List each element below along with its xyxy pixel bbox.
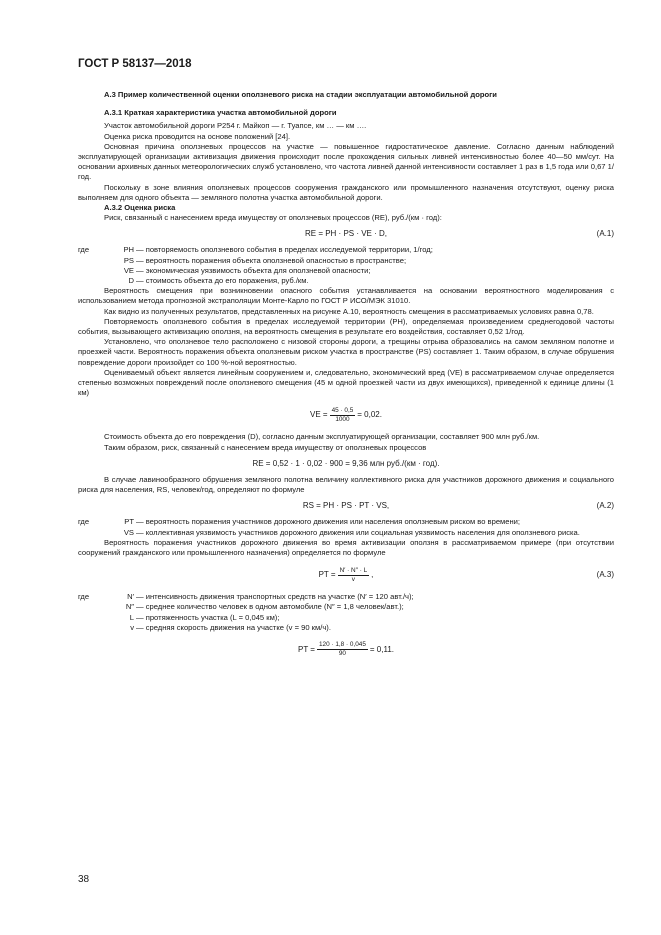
formula-a2-row	[78, 499, 614, 513]
formula-re-row	[78, 457, 614, 471]
paragraph: Установлено, что оползневое тело расположено с низовой стороны дороги, а трещины отрыва образовались на самом земляном полотне и проезжей части. Вероятность поражения объекта оползневым риском участка в пространстве (PS) составляет 1. Таким образом, в случае обрушения повреждение дороги произойдет со 100 %-ной вероятностью.	[78, 337, 614, 367]
paragraph: Основная причина оползневых процессов на участке — повышенное гидростатическое давление. Согласно данным наблюдений эксплуатирующей организации активизация движения происходит после прохождения сильных ливней интенсивностью более 40—50 мм/сут. На основании архивных данных метеорологических служб установлено, что частота ливней данной интенсивности составляет 1 раз в 1,5 года или 0,67 1/год.	[78, 141, 614, 182]
formula-a3-number: (А.3)	[596, 570, 614, 580]
document-header: ГОСТ Р 58137—2018	[78, 58, 192, 70]
definition-item: VE — экономическая уязвимость объекта для оползневой опасности;	[123, 265, 371, 275]
formula-a3: PT = $\frac{N' \cdot N'' \cdot L}{v}$ ,	[318, 566, 374, 583]
paragraph: Повторяемость оползневого события в пределах исследуемой территории (PH), определяемая произведением среднегодовой частоты события, вызывающего активизацию оползня, на вероятность смещения в результате его воздействия, составляет 0,52 1/год.	[78, 316, 614, 337]
formula-a3-row	[78, 562, 614, 588]
definitions-a3	[78, 592, 614, 633]
paragraph: Поскольку в зоне влияния оползневых процессов сооружения гражданского или промышленного назначения отсутствуют, оценку риска выполняем для одного объекта — земляного полотна участка автомобильной дороги.	[78, 182, 614, 202]
document-body	[78, 90, 614, 667]
definition-item: v — средняя скорость движения на участке (v = 90 км/ч).	[130, 622, 331, 632]
definition-item: где PT — вероятность поражения участников дорожного движения или населения оползневым риском во времени;	[78, 517, 521, 527]
definition-item: где PH — повторяемость оползневого события в пределах исследуемой территории, 1/год;	[78, 245, 433, 255]
formula-a1-number: (А.1)	[596, 229, 614, 239]
paragraph: Вероятность смещения при возникновении опасного события устанавливается на основании вероятностного моделирования с использованием метода прогнозной экстраполяции Монте-Карло по ГОСТ Р ИСО/МЭК 31010.	[78, 286, 614, 306]
definition-item: L — протяженность участка (L = 0,045 км);	[129, 612, 280, 622]
formula-pt: PT = $\frac{120 \cdot 1,8 \cdot 0,045}{90}$ = 0,11.	[298, 641, 394, 658]
formula-re: RE = 0,52 · 1 · 0,02 · 900 = 9,36 млн руб./(км · год).	[252, 458, 440, 468]
fraction: $\frac{N' \cdot N'' \cdot L}{v}$	[339, 566, 368, 583]
paragraph: Как видно из полученных результатов, представленных на рисунке А.10, вероятность смещения в рассматриваемых условиях равна 0,78.	[104, 306, 594, 316]
paragraph: Участок автомобильной дороги Р254 г. Майкоп — г. Туапсе, км … — км ….	[104, 121, 367, 131]
definitions-a2	[78, 517, 614, 537]
page-number: 38	[78, 874, 90, 885]
definition-item: N″ — среднее количество человек в одном автомобиле (N″ = 1,8 человек/авт.);	[125, 602, 404, 612]
definitions-a1	[78, 245, 614, 286]
paragraph: В случае лавинообразного обрушения земляного полотна величину коллективного риска для участников дорожного движения и социального риска для населения, RS, человек/год, определяют по формуле	[78, 474, 614, 495]
paragraph: Вероятность поражения участников дорожного движения во время активизации оползня в рассматриваемом примере (при отсутствии сооружений гражданского или промышленного назначения) определяется по формуле	[78, 537, 614, 557]
paragraph: Риск, связанный с нанесением вреда имуществу от оползневых процессов (RE), руб./(км · год):	[104, 213, 442, 223]
section-a31-title: А.3.1 Краткая характеристика участка автомобильной дороги	[104, 108, 337, 118]
formula-a2-number: (А.2)	[596, 501, 614, 511]
definition-item: VS — коллективная уязвимость участников дорожного движения или социальная уязвимость населения для оползневого риска.	[123, 527, 580, 537]
paragraph: Оценка риска проводится на основе положений [24].	[104, 131, 291, 141]
formula-ve: VE = $\frac{45 \cdot 0,5}{1000}$ = 0,02.	[310, 406, 382, 423]
formula-a1-row	[78, 227, 614, 241]
formula-ve-row	[78, 402, 614, 428]
fraction: $\frac{120 \cdot 1,8 \cdot 0,045}{90}$	[318, 641, 366, 658]
fraction: $\frac{45 \cdot 0,5}{1000}$	[331, 406, 354, 423]
formula-a2: RS = PH · PS · PT · VS,	[302, 501, 390, 511]
formula-pt-row	[78, 637, 614, 663]
definition-item: PS — вероятность поражения объекта оползневой опасностью в пространстве;	[123, 255, 407, 265]
definition-item: где N′ — интенсивность движения транспортных средств на участке (N′ = 120 авт./ч);	[78, 592, 414, 602]
paragraph: Таким образом, риск, связанный с нанесением вреда имуществу от оползневых процессов	[104, 442, 427, 452]
section-a3-title: А.3 Пример количественной оценки оползневого риска на стадии эксплуатации автомобильной дороги	[104, 90, 497, 99]
section-a32-title: А.3.2 Оценка риска	[104, 203, 176, 213]
paragraph: Оцениваемый объект является линейным сооружением и, следовательно, экономический вред (VE) в рассматриваемом случае определяется степенью возможных повреждений после оползневого смещения (45 м одной проезжей части из двух имеющихся), приведенной к единице длины (1 км)	[78, 367, 614, 398]
definition-item: D — стоимость объекта до его поражения, руб./км.	[128, 276, 309, 286]
formula-a1: RE = PH · PS · VE · D,	[304, 229, 387, 239]
paragraph: Стоимость объекта до его повреждения (D), согласно данным эксплуатирующей организации, составляет 900 млн руб./км.	[104, 432, 540, 442]
